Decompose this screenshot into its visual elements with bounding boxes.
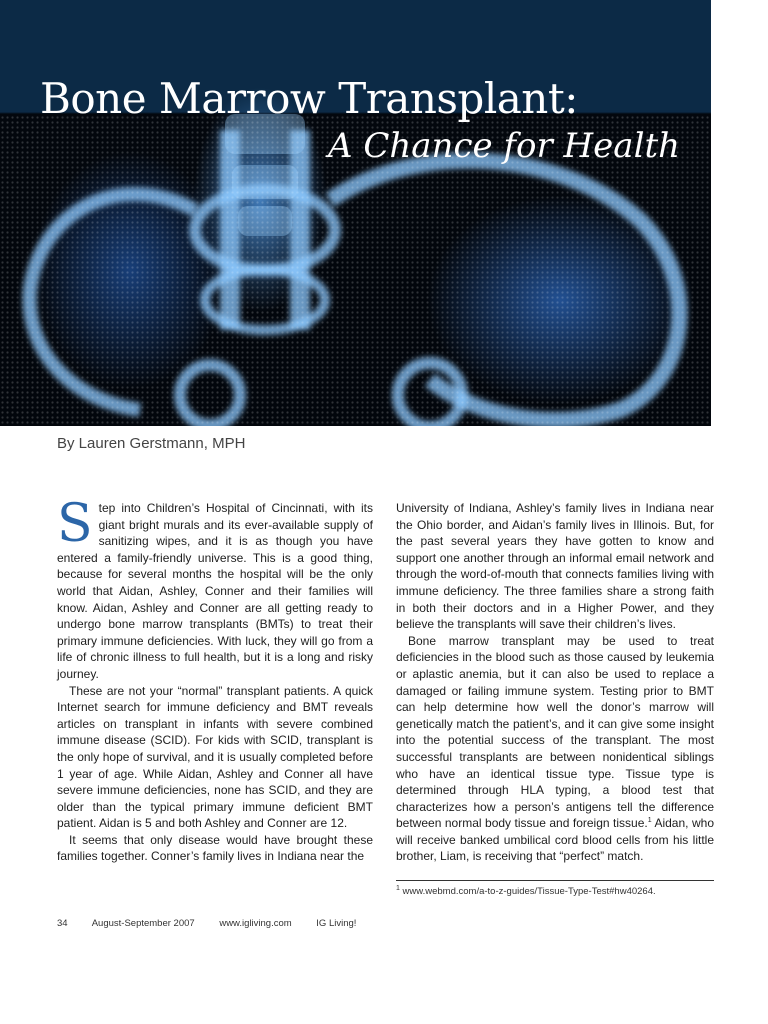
footnote-reference: 1 xyxy=(647,817,652,825)
page-number: 34 xyxy=(57,918,68,929)
website: www.igliving.com xyxy=(219,918,292,929)
paragraph xyxy=(396,633,714,865)
footnote xyxy=(396,886,656,897)
paragraph: University of Indiana, Ashley’s family lives in Indiana near the Ohio border, and Aidan’s family lives in Illinois. But, for the past several years they have gotten to know and support one another through an informal email network and through the word-of-mouth that connects families living with immune deficiency. The three families share a strong faith in both their doctors and in a Higher Power, and they believe the transplants will save their children’s lives. xyxy=(396,501,714,632)
article-column-left xyxy=(57,494,373,865)
paragraph-text: Bone marrow transplant may be used to treat deficiencies in the blood such as those caused by leukemia or aplastic anemia, but it can also be used to replace a damaged or failing immune system. Testing prior to BMT can help determine how well the donor’s marrow will genetically match the patient’s, and it can give some insight into the potential success of the transplant. The most successful transplants are between nonidentical siblings who have an identical tissue type. Tissue type is determined through HLA typing, a blood test that characterizes how a person’s antigens tell the difference between normal body tissue and foreign tissue. xyxy=(396,633,714,831)
paragraph-text: tep into Children’s Hospital of Cincinnati, with its giant bright murals and its ever-available supply of sanitizing wipes, and it is as though you have entered a family-friendly universe. This is a good thing, because for several months the hospital will be the only world that Aidan, Ashley, Conner and their families will know. Aidan, Ashley and Conner are all getting ready to undergo bone marrow transplants (BMTs) to treat their primary immune deficiencies. With luck, they will go from a life of chronic illness to full health, but it is a long and risky journey. xyxy=(57,501,373,681)
page-footer xyxy=(57,918,378,929)
article-column-right xyxy=(396,500,714,865)
drop-cap: S xyxy=(57,494,93,554)
page-title: Bone Marrow Transplant: xyxy=(40,74,578,123)
footnote-text: www.webmd.com/a-to-z-guides/Tissue-Type-Test#hw40264. xyxy=(402,886,656,897)
paragraph xyxy=(57,494,373,683)
paragraph: It seems that only disease would have brought these families together. Conner’s family lives in Indiana near the xyxy=(57,832,373,864)
xray-pelvis-image xyxy=(0,0,711,426)
footnote-number: 1 xyxy=(396,884,400,892)
hero-image xyxy=(0,0,711,426)
footnote-divider xyxy=(396,880,714,881)
page-subtitle: A Chance for Health xyxy=(328,126,681,166)
byline: By Lauren Gerstmann, MPH xyxy=(57,435,246,452)
magazine-name: IG Living! xyxy=(316,918,357,929)
paragraph: These are not your “normal” transplant patients. A quick Internet search for immune deficiency and BMT reveals articles on transplant in infants with severe combined immune disease (SCID). For kids with SCID, transplant is the only hope of survival, and it is usually completed before 1 year of age. While Aidan, Ashley and Conner all have severe immune deficiencies, none has SCID, and they are older than the typical primary immune deficient BMT patient. Aidan is 5 and both Ashley and Conner are 12. xyxy=(57,683,373,831)
paragraph-text: Aidan, who will receive banked umbilical cord blood cells from his little brother, Liam, is receiving that “perfect” match. xyxy=(396,816,714,864)
issue-date: August-September 2007 xyxy=(91,918,195,929)
